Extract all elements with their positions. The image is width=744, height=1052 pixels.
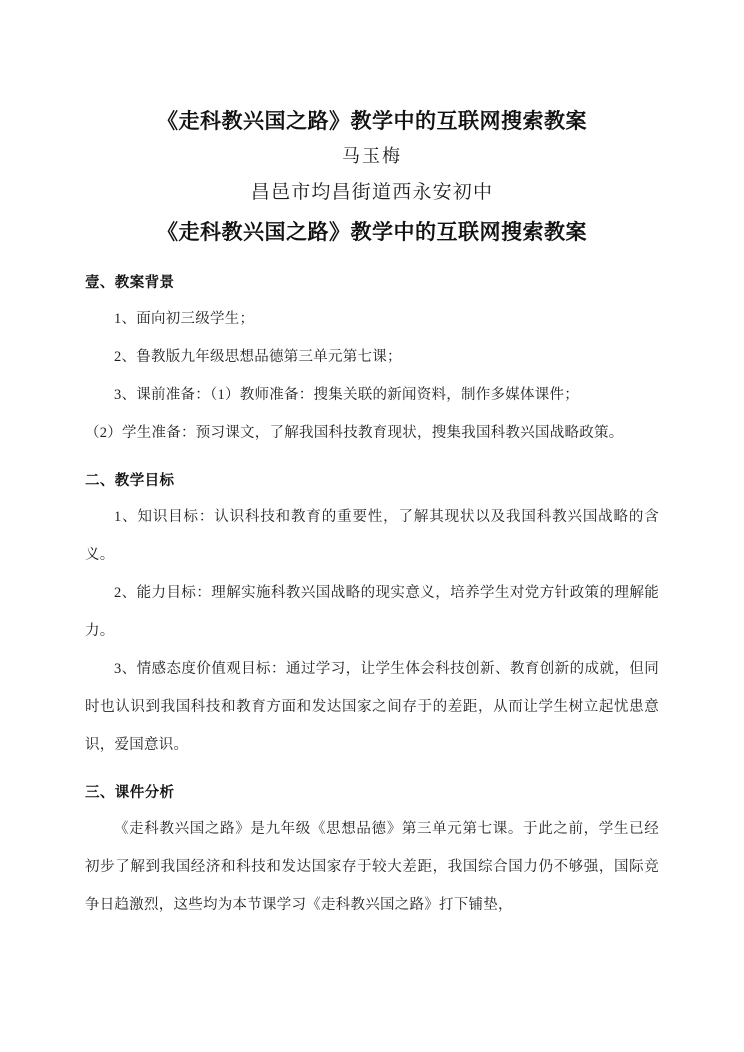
document-title-repeat: 《走科教兴国之路》教学中的互联网搜索教案	[157, 220, 587, 244]
section-objectives-paragraph-3: 3、情感态度价值观目标：通过学习，让学生体会科技创新、教育创新的成就，但同时也认识到我国科技和教育方面和发达国家之间存于的差距，从而让学生树立起忧患意识，爱国意识。	[85, 661, 659, 753]
section-background-paragraph-3: 3、课前准备：（1）教师准备：搜集关联的新闻资料，制作多媒体课件；	[114, 387, 579, 403]
document-organization: 昌邑市均昌街道西永安初中	[250, 182, 494, 203]
document-author: 马玉梅	[342, 146, 402, 166]
section-objectives-paragraph-2: 2、能力目标：理解实施科教兴国战略的现实意义，培养学生对党方针政策的理解能力。	[85, 585, 659, 639]
section-analysis-paragraph-1: 《走科教兴国之路》是九年级《思想品德》第三单元第七课。于此之前，学生已经初步了解到我国经济和科技和发达国家存于较大差距，我国综合国力仍不够强，国际竞争日趋激烈，这些均为本节课学习《走科教兴国之路》打下铺垫，	[85, 821, 659, 913]
section-background-paragraph-2: 2、鲁教版九年级思想品德第三单元第七课；	[114, 349, 402, 365]
section-background-paragraph-1: 1、面向初三级学生；	[114, 311, 255, 327]
document-content	[85, 104, 659, 924]
section-heading-analysis: 三、课件分析	[85, 785, 175, 801]
section-objectives-paragraph-1: 1、知识目标：认识科技和教育的重要性，了解其现状以及我国科教兴国战略的含义。	[85, 509, 659, 563]
document-title: 《走科教兴国之路》教学中的互联网搜索教案	[157, 109, 587, 133]
section-heading-background: 壹、教案背景	[85, 275, 175, 291]
section-heading-objectives: 二、教学目标	[85, 473, 175, 489]
section-background-paragraph-4: （2）学生准备：预习课文，了解我国科技教育现状，搜集我国科教兴国战略政策。	[85, 425, 624, 441]
